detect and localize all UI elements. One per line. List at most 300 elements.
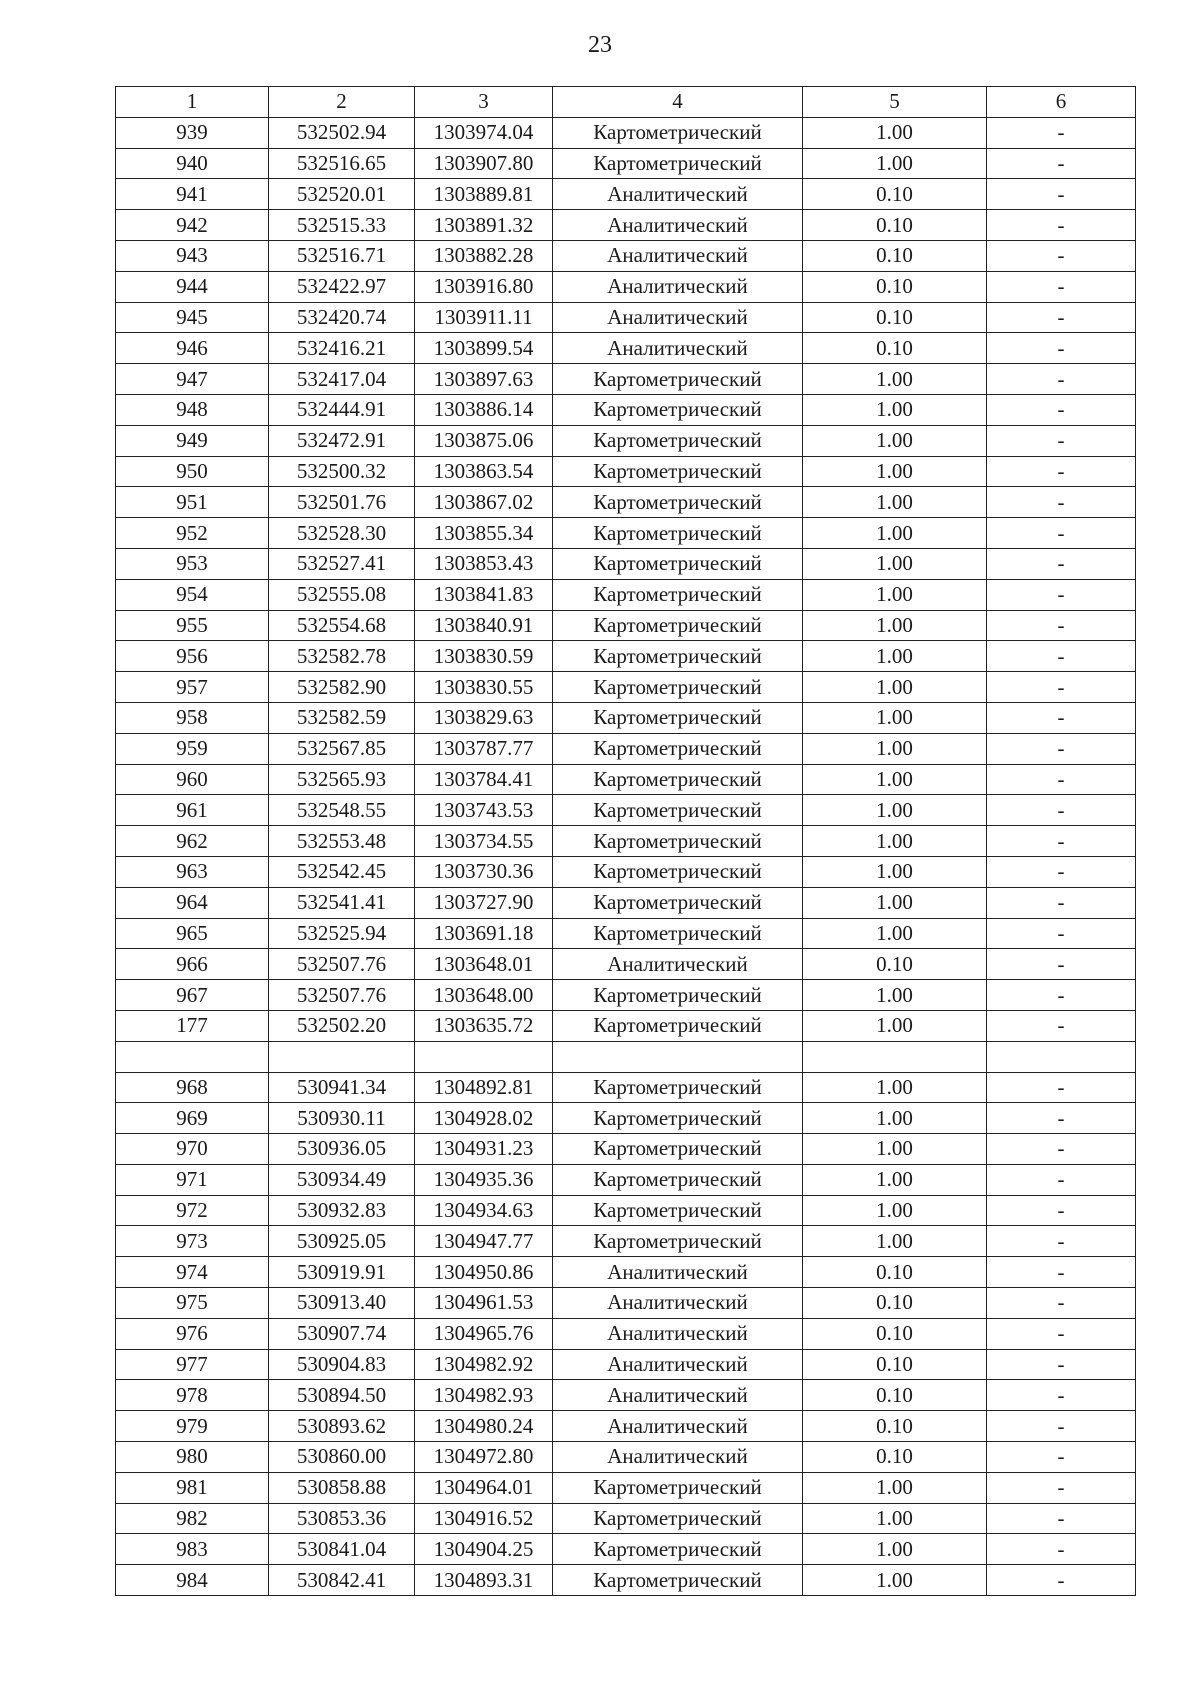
table-cell (415, 1041, 553, 1072)
table-cell: 530919.91 (269, 1257, 415, 1288)
table-cell: 970 (116, 1134, 269, 1165)
table-cell: 532422.97 (269, 271, 415, 302)
table-cell: 1304965.76 (415, 1318, 553, 1349)
table-row (116, 394, 1136, 425)
table-cell: - (987, 364, 1136, 395)
table-cell: 1.00 (803, 1503, 987, 1534)
table-cell: Картометрический (553, 456, 803, 487)
table-cell: 0.10 (803, 949, 987, 980)
table-cell: - (987, 579, 1136, 610)
table-cell: Картометрический (553, 672, 803, 703)
table-cell: 974 (116, 1257, 269, 1288)
table-cell (803, 1041, 987, 1072)
table-cell: Картометрический (553, 856, 803, 887)
table-cell: 532501.76 (269, 487, 415, 518)
table-cell: 1.00 (803, 641, 987, 672)
table-row (116, 240, 1136, 271)
table-row (116, 826, 1136, 857)
table-cell: 1304982.93 (415, 1380, 553, 1411)
table-row (116, 1257, 1136, 1288)
table-cell: 1303907.80 (415, 148, 553, 179)
table-cell: 1303889.81 (415, 179, 553, 210)
table-cell: 1.00 (803, 764, 987, 795)
table-cell: 0.10 (803, 271, 987, 302)
table-cell: 532565.93 (269, 764, 415, 795)
table-cell: Аналитический (553, 179, 803, 210)
table-cell: 532542.45 (269, 856, 415, 887)
table-cell: 530893.62 (269, 1411, 415, 1442)
table-cell: 1303635.72 (415, 1010, 553, 1041)
table-row (116, 364, 1136, 395)
table-cell: 530913.40 (269, 1288, 415, 1319)
table-cell: Картометрический (553, 1103, 803, 1134)
table-cell: 953 (116, 548, 269, 579)
table-cell: 1.00 (803, 456, 987, 487)
table-cell: 177 (116, 1010, 269, 1041)
table-row (116, 610, 1136, 641)
table-cell: 1.00 (803, 1164, 987, 1195)
table-cell: 1304904.25 (415, 1534, 553, 1565)
table-cell: 1.00 (803, 364, 987, 395)
table-cell: Картометрический (553, 1472, 803, 1503)
table-row (116, 518, 1136, 549)
table-row (116, 1103, 1136, 1134)
table-cell: 979 (116, 1411, 269, 1442)
table-cell: 0.10 (803, 1257, 987, 1288)
table-cell: 1304972.80 (415, 1442, 553, 1473)
table-cell: - (987, 733, 1136, 764)
table-cell: 1303863.54 (415, 456, 553, 487)
table-cell: 966 (116, 949, 269, 980)
table-cell: Картометрический (553, 918, 803, 949)
table-cell: Аналитический (553, 1411, 803, 1442)
table-cell: 1.00 (803, 887, 987, 918)
table-cell: 1304916.52 (415, 1503, 553, 1534)
table-cell: 984 (116, 1565, 269, 1596)
table-cell: 981 (116, 1472, 269, 1503)
table-row (116, 548, 1136, 579)
table-cell: 532502.94 (269, 117, 415, 148)
table-cell: 532515.33 (269, 210, 415, 241)
table-cell: 530934.49 (269, 1164, 415, 1195)
table-cell: 957 (116, 672, 269, 703)
table-row (116, 1411, 1136, 1442)
table-cell: - (987, 1257, 1136, 1288)
table-cell: 946 (116, 333, 269, 364)
table-cell: 1304982.92 (415, 1349, 553, 1380)
table-cell: 532516.71 (269, 240, 415, 271)
table-row (116, 702, 1136, 733)
table-cell: 1.00 (803, 1010, 987, 1041)
table-cell: 1.00 (803, 1195, 987, 1226)
table-cell: 1303853.43 (415, 548, 553, 579)
table-cell: 1303891.32 (415, 210, 553, 241)
table-row (116, 456, 1136, 487)
table-cell: 1.00 (803, 1072, 987, 1103)
header-cell: 3 (415, 87, 553, 118)
table-cell: 530858.88 (269, 1472, 415, 1503)
table-cell: - (987, 487, 1136, 518)
table-cell: Картометрический (553, 887, 803, 918)
table-row (116, 179, 1136, 210)
table-cell: Аналитический (553, 240, 803, 271)
table-cell: Картометрический (553, 394, 803, 425)
table-cell: Картометрический (553, 518, 803, 549)
table-cell: 1303787.77 (415, 733, 553, 764)
table-cell: - (987, 1442, 1136, 1473)
table-cell: 1.00 (803, 487, 987, 518)
table-cell: 959 (116, 733, 269, 764)
table-cell: - (987, 856, 1136, 887)
table-row (116, 918, 1136, 949)
table-cell: 1303829.63 (415, 702, 553, 733)
table-cell: 532502.20 (269, 1010, 415, 1041)
table-cell: - (987, 764, 1136, 795)
table-cell: 530860.00 (269, 1442, 415, 1473)
table-row (116, 487, 1136, 518)
table-cell: - (987, 271, 1136, 302)
table-cell: 530936.05 (269, 1134, 415, 1165)
table-cell: - (987, 826, 1136, 857)
table-cell: 955 (116, 610, 269, 641)
table-row (116, 148, 1136, 179)
table-cell: - (987, 610, 1136, 641)
table-cell: Аналитический (553, 1442, 803, 1473)
table-cell: - (987, 1503, 1136, 1534)
table-cell: Картометрический (553, 826, 803, 857)
table-row (116, 333, 1136, 364)
table-cell: Картометрический (553, 1010, 803, 1041)
table-cell: 948 (116, 394, 269, 425)
table-cell: 949 (116, 425, 269, 456)
table-cell: 961 (116, 795, 269, 826)
table-cell: - (987, 980, 1136, 1011)
table-row (116, 1565, 1136, 1596)
table-row (116, 1442, 1136, 1473)
table-row (116, 980, 1136, 1011)
table-cell: Картометрический (553, 117, 803, 148)
table-cell: 530853.36 (269, 1503, 415, 1534)
table-cell: Картометрический (553, 1164, 803, 1195)
table-cell: - (987, 1318, 1136, 1349)
table-cell: - (987, 456, 1136, 487)
table-cell: 1.00 (803, 918, 987, 949)
table-cell: 941 (116, 179, 269, 210)
table-row (116, 1318, 1136, 1349)
table-cell: - (987, 1164, 1136, 1195)
table-cell: 1.00 (803, 672, 987, 703)
table-cell: Аналитический (553, 1257, 803, 1288)
table-row (116, 949, 1136, 980)
table-cell: 532516.65 (269, 148, 415, 179)
table-cell: 952 (116, 518, 269, 549)
table-cell: - (987, 148, 1136, 179)
table-cell: 1304893.31 (415, 1565, 553, 1596)
table-cell: 1304935.36 (415, 1164, 553, 1195)
table-cell: 977 (116, 1349, 269, 1380)
table-cell: 1303882.28 (415, 240, 553, 271)
table-cell: - (987, 1134, 1136, 1165)
table-cell: Картометрический (553, 1226, 803, 1257)
table-row (116, 579, 1136, 610)
table-row (116, 795, 1136, 826)
table-cell: 0.10 (803, 333, 987, 364)
table-cell: 1303875.06 (415, 425, 553, 456)
table-cell: 1303974.04 (415, 117, 553, 148)
table-cell: 1303840.91 (415, 610, 553, 641)
table-cell: - (987, 394, 1136, 425)
table-cell: - (987, 518, 1136, 549)
table-cell: 1.00 (803, 394, 987, 425)
table-cell: 530894.50 (269, 1380, 415, 1411)
table-cell: - (987, 1226, 1136, 1257)
table-cell: 1.00 (803, 117, 987, 148)
table-cell: - (987, 1472, 1136, 1503)
table-cell: - (987, 333, 1136, 364)
table-row (116, 271, 1136, 302)
table-cell: 1304961.53 (415, 1288, 553, 1319)
table-cell: Аналитический (553, 1349, 803, 1380)
table-row (116, 1010, 1136, 1041)
table-cell: 1.00 (803, 980, 987, 1011)
table-cell: - (987, 1010, 1136, 1041)
table-cell: 1303691.18 (415, 918, 553, 949)
table-cell: Картометрический (553, 364, 803, 395)
table-cell: Аналитический (553, 949, 803, 980)
table-cell: 532567.85 (269, 733, 415, 764)
table-cell: 1.00 (803, 856, 987, 887)
table-row (116, 1134, 1136, 1165)
table-cell: 1.00 (803, 1565, 987, 1596)
table-cell: - (987, 1195, 1136, 1226)
table-cell: 1303830.55 (415, 672, 553, 703)
table-cell: 967 (116, 980, 269, 1011)
table-cell: 532420.74 (269, 302, 415, 333)
table-cell: 532548.55 (269, 795, 415, 826)
table-cell: 1303730.36 (415, 856, 553, 887)
table-cell: 532555.08 (269, 579, 415, 610)
table-cell: Аналитический (553, 1318, 803, 1349)
table-cell: 1304964.01 (415, 1472, 553, 1503)
header-cell: 2 (269, 87, 415, 118)
table-cell: 532527.41 (269, 548, 415, 579)
table-cell: 980 (116, 1442, 269, 1473)
table-cell: 940 (116, 148, 269, 179)
table-cell: 1.00 (803, 1134, 987, 1165)
table-cell: 944 (116, 271, 269, 302)
table-cell: 1303911.11 (415, 302, 553, 333)
table-cell: 1.00 (803, 795, 987, 826)
table-row (116, 1288, 1136, 1319)
table-cell: 532541.41 (269, 887, 415, 918)
table-cell: - (987, 1411, 1136, 1442)
table-cell: Картометрический (553, 795, 803, 826)
header-cell: 1 (116, 87, 269, 118)
table-cell: 0.10 (803, 1442, 987, 1473)
table-cell: - (987, 887, 1136, 918)
table-cell: 0.10 (803, 1288, 987, 1319)
table-row (116, 672, 1136, 703)
table-cell: 1.00 (803, 1534, 987, 1565)
table-cell: 950 (116, 456, 269, 487)
table-header-row (116, 87, 1136, 118)
table-cell: 532525.94 (269, 918, 415, 949)
table-cell: Картометрический (553, 733, 803, 764)
table-cell: Картометрический (553, 487, 803, 518)
table-cell: 0.10 (803, 1349, 987, 1380)
table-cell: 1303648.00 (415, 980, 553, 1011)
table-cell: - (987, 302, 1136, 333)
table-cell: 968 (116, 1072, 269, 1103)
table-cell: Картометрический (553, 1072, 803, 1103)
table-cell: 1.00 (803, 518, 987, 549)
table-row (116, 425, 1136, 456)
table-cell: - (987, 117, 1136, 148)
table-cell: 978 (116, 1380, 269, 1411)
table-cell: 1304931.23 (415, 1134, 553, 1165)
table-cell: 965 (116, 918, 269, 949)
table-cell: 1303841.83 (415, 579, 553, 610)
table-cell: Картометрический (553, 1134, 803, 1165)
table-cell: 532582.78 (269, 641, 415, 672)
table-cell: 532417.04 (269, 364, 415, 395)
table-cell: Картометрический (553, 1534, 803, 1565)
table-cell: 1.00 (803, 610, 987, 641)
table-cell: 1303648.01 (415, 949, 553, 980)
table-cell: 1.00 (803, 1226, 987, 1257)
table-cell: 530842.41 (269, 1565, 415, 1596)
table-cell: 1.00 (803, 1103, 987, 1134)
table-cell: 1.00 (803, 425, 987, 456)
table-cell: - (987, 210, 1136, 241)
table-cell: - (987, 1565, 1136, 1596)
table-cell: 532500.32 (269, 456, 415, 487)
table-cell: 951 (116, 487, 269, 518)
table-cell: 971 (116, 1164, 269, 1195)
table-cell: Картометрический (553, 610, 803, 641)
table-cell: 943 (116, 240, 269, 271)
table-cell: 532528.30 (269, 518, 415, 549)
table-cell (987, 1041, 1136, 1072)
table-row (116, 1349, 1136, 1380)
table-cell: Аналитический (553, 210, 803, 241)
table-cell: 532553.48 (269, 826, 415, 857)
table-row (116, 1472, 1136, 1503)
table-row (116, 1041, 1136, 1072)
table-cell: 972 (116, 1195, 269, 1226)
table-cell: - (987, 1380, 1136, 1411)
table-row (116, 1534, 1136, 1565)
table-cell: 1.00 (803, 548, 987, 579)
table-cell: Картометрический (553, 641, 803, 672)
table-cell: 973 (116, 1226, 269, 1257)
table-cell: 0.10 (803, 1411, 987, 1442)
table-cell: 976 (116, 1318, 269, 1349)
table-row (116, 210, 1136, 241)
table-cell: 942 (116, 210, 269, 241)
table-cell: 0.10 (803, 179, 987, 210)
table-cell: 983 (116, 1534, 269, 1565)
table-cell: Картометрический (553, 764, 803, 795)
table-cell: - (987, 702, 1136, 733)
table-cell: 530904.83 (269, 1349, 415, 1380)
table-cell: 958 (116, 702, 269, 733)
table-body (116, 117, 1136, 1595)
table-cell: 532507.76 (269, 949, 415, 980)
table-cell: 1.00 (803, 733, 987, 764)
page-number: 23 (588, 32, 612, 58)
table-cell (553, 1041, 803, 1072)
table-row (116, 117, 1136, 148)
table-cell (269, 1041, 415, 1072)
table-cell: 1304928.02 (415, 1103, 553, 1134)
table-cell: 1303830.59 (415, 641, 553, 672)
table-cell: Картометрический (553, 702, 803, 733)
table-cell: 1304947.77 (415, 1226, 553, 1257)
table-cell: Картометрический (553, 1195, 803, 1226)
table-cell: 530841.04 (269, 1534, 415, 1565)
table-cell: Аналитический (553, 333, 803, 364)
table-cell: - (987, 1103, 1136, 1134)
table-row (116, 302, 1136, 333)
table-cell: 532507.76 (269, 980, 415, 1011)
table-cell: 1304934.63 (415, 1195, 553, 1226)
table-cell: 0.10 (803, 210, 987, 241)
table-cell: 532416.21 (269, 333, 415, 364)
table-cell: 0.10 (803, 302, 987, 333)
table-cell: 1303743.53 (415, 795, 553, 826)
table-cell: 975 (116, 1288, 269, 1319)
table-cell: 945 (116, 302, 269, 333)
table-cell: 960 (116, 764, 269, 795)
header-cell: 5 (803, 87, 987, 118)
table-cell (116, 1041, 269, 1072)
table-cell: 962 (116, 826, 269, 857)
table-cell: - (987, 1349, 1136, 1380)
table-cell: 964 (116, 887, 269, 918)
table-cell: 532582.59 (269, 702, 415, 733)
table-cell: 1303867.02 (415, 487, 553, 518)
table-row (116, 887, 1136, 918)
table-row (116, 1380, 1136, 1411)
table-cell: - (987, 179, 1136, 210)
table-cell: 1303897.63 (415, 364, 553, 395)
table-cell: 530941.34 (269, 1072, 415, 1103)
table-row (116, 1072, 1136, 1103)
table-cell: 0.10 (803, 1318, 987, 1349)
header-cell: 4 (553, 87, 803, 118)
table-cell: 532444.91 (269, 394, 415, 425)
table-cell: - (987, 918, 1136, 949)
table-cell: Аналитический (553, 271, 803, 302)
table-row (116, 856, 1136, 887)
table-row (116, 764, 1136, 795)
table-cell: - (987, 949, 1136, 980)
table-cell: 532554.68 (269, 610, 415, 641)
table-cell: 1.00 (803, 1472, 987, 1503)
table-cell: Картометрический (553, 980, 803, 1011)
table-cell: 1303916.80 (415, 271, 553, 302)
table-cell: 1303886.14 (415, 394, 553, 425)
table-cell: 947 (116, 364, 269, 395)
table-cell: 1304980.24 (415, 1411, 553, 1442)
table-cell: Картометрический (553, 425, 803, 456)
table-row (116, 1226, 1136, 1257)
table-cell: 1.00 (803, 826, 987, 857)
table-cell: 1.00 (803, 148, 987, 179)
table-row (116, 1503, 1136, 1534)
table-cell: Аналитический (553, 1288, 803, 1319)
